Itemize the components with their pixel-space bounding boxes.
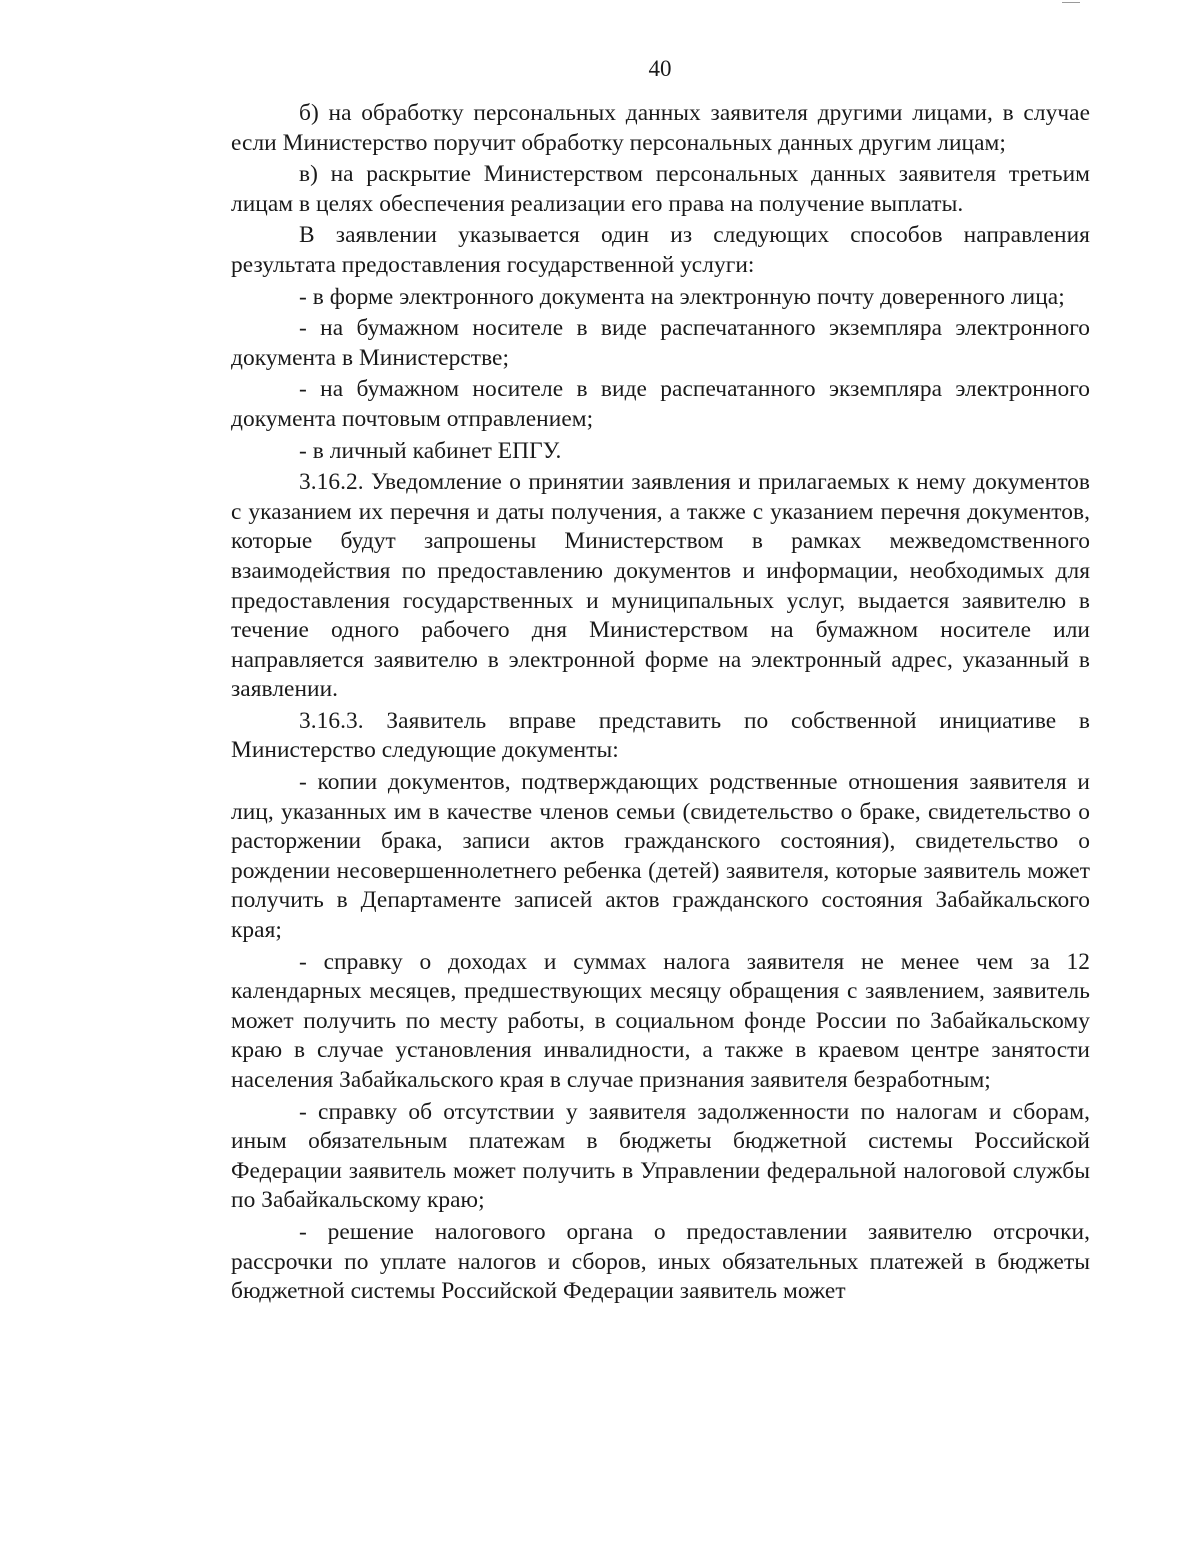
paragraph-item-v: в) на раскрытие Министерством персональных данных заявителя третьим лицам в целях обеспечения реализации его права на получение выплаты.	[231, 161, 1090, 217]
paragraph-3-16-3: 3.16.3. Заявитель вправе представить по собственной инициативе в Министерство следующие документы:	[231, 707, 1090, 764]
paragraph-3-16-2: 3.16.2. Уведомление о принятии заявления и прилагаемых к нему документов с указанием их перечня и даты получения, а также с указанием перечня документов, которые будут запрошены Министерством в рамках межведомственного взаимодействия по предоставлению документов и информации, необходимых для предоставления государственных и муниципальных услуг, выдается заявителю в течение одного рабочего дня Министерством на бумажном носителе или направляется заявителю в электронной форме на электронный адрес, указанный в заявлении.	[231, 469, 1090, 703]
list-item-tax-debt-certificate: - справку об отсутствии у заявителя задолженности по налогам и сборам, иным обязательным платежам в бюджеты бюджетной системы Российской Федерации заявитель может получить в Управлении федеральной налоговой службы по Забайкальскому краю;	[231, 1098, 1090, 1214]
list-item-epgu-cabinet: - в личный кабинет ЕПГУ.	[299, 437, 562, 464]
list-item-family-documents: - копии документов, подтверждающих родственные отношения заявителя и лиц, указанных им в качестве членов семьи (свидетельство о браке, свидетельство о расторжении брака, записи актов гражданского состояния), свидетельство о рождении несовершеннолетнего ребенка (детей) заявителя, которые заявитель может получить в Департаменте записей актов гражданского состояния Забайкальского края;	[231, 769, 1090, 944]
list-item-paper-ministry: - на бумажном носителе в виде распечатанного экземпляра электронного документа в Министерстве;	[231, 315, 1090, 371]
list-item-tax-deferral-decision: - решение налогового органа о предоставлении заявителю отсрочки, рассрочки по уплате налогов и сборов, иных обязательных платежей в бюджеты бюджетной системы Российской Федерации заявитель может	[231, 1218, 1090, 1305]
page-number: 40	[648, 56, 672, 81]
list-item-paper-post: - на бумажном носителе в виде распечатанного экземпляра электронного документа почтовым отправлением;	[231, 376, 1090, 432]
paragraph-item-b: б) на обработку персональных данных заявителя другими лицами, в случае если Министерство поручит обработку персональных данных другим лицам;	[231, 100, 1090, 156]
list-item-email: - в форме электронного документа на электронную почту доверенного лица;	[299, 283, 1065, 310]
paragraph-delivery-methods-intro: В заявлении указывается один из следующих способов направления результата предоставления государственной услуги:	[231, 222, 1090, 278]
scan-mark	[1062, 2, 1080, 3]
list-item-income-certificate: - справку о доходах и суммах налога заявителя не менее чем за 12 календарных месяцев, предшествующих месяцу обращения с заявлением, заявитель может получить по месту работы, в социальном фонде России по Забайкальскому краю в случае установления инвалидности, а также в краевом центре занятости населения Забайкальского края в случае признания заявителя безработным;	[231, 948, 1090, 1093]
document-body	[231, 99, 1090, 1309]
